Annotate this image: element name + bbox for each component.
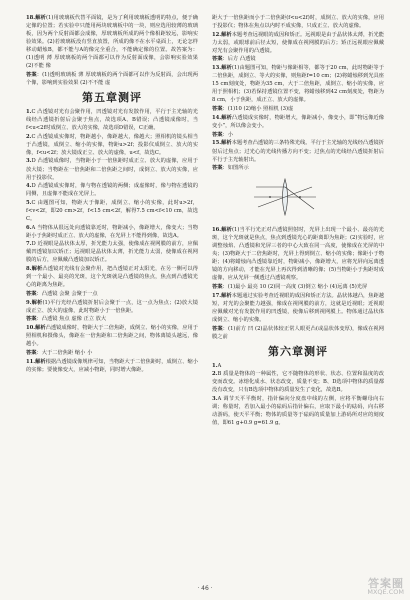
question-6 (26, 224, 198, 240)
question-number: 5. (26, 199, 32, 206)
question-8 (26, 265, 198, 289)
focal-point-left (269, 196, 271, 198)
question-r2 (212, 370, 384, 394)
question-number: 1. (212, 362, 218, 369)
answer-10: 答案：大于二倍焦距 缩小 小 (26, 349, 93, 356)
question-number: 1. (26, 109, 32, 116)
analysis-tag: 解析 (35, 325, 46, 332)
question-16 (212, 226, 384, 282)
answer-15: 答案：如图所示 (212, 165, 249, 172)
question-number: 4. (26, 183, 32, 190)
analysis-text: (1)由题图可知，物距与像距相等，都等于20 cm，此时物距等于二倍焦距，成倒立、等大的实像，则焦距f=10 cm；(2)将蜡烛移到光具座15 cm刻度处，物距为35 cm，大于二倍焦距，成倒立、缩小的实像，应用于照相机；(3)若保持透镜位置不变，将蜡烛移到42 cm刻度处，物距为8 cm，小于焦距，成正立、放大的虚像。 (212, 65, 384, 104)
analysis-text: 本题通过实验考查近视眼的成因和矫正方法。晶状体越凸，焦距越短，对光的会聚能力越强，像成在视网膜的前方，这就是近视眼；近视眼应佩戴对光有发散作用的凹透镜，使像后移到视网膜上。物体通过晶状体成倒立、缩小的实像。 (212, 292, 385, 323)
answer-page (26, 14, 384, 584)
question-18 (26, 14, 198, 70)
answer-text: (1)前方 凹 (2)晶状体较正常人眼更凸(或晶状体变厚)，像成在视网膜之前 (212, 325, 385, 340)
analysis-text: 根据凸透镜成像规律可知，当物距大于二倍焦距时，成倒立、缩小的实像；要使像变大，应减小物距，同时增大像距。 (26, 358, 199, 373)
question-2 (26, 133, 198, 157)
question-number: 2. (26, 133, 32, 140)
analysis-tag: 解析 (221, 292, 232, 299)
answer-text: (1)透明玻璃板 薄 厚玻璃板的两个面都可以作为反射面，会出现两个像，影响到实验效果 (2)不不能 虚 (26, 71, 199, 86)
analysis-text: 凸透镜成实像时，物距增大，像距减小，像变小，即“物远像近像变小”，所以像会变小。 (212, 114, 385, 129)
analysis-text: A 当物体从很远处向透镜靠近时，物距减小，像距增大，像变大；当物距小于焦距时成正立、放大的虚像，在光屏上不能得到像，故选A。 (26, 224, 198, 239)
answer-tag: 答案 (212, 165, 223, 172)
question-number: 14. (212, 114, 222, 121)
question-number: 17. (212, 292, 222, 299)
question-17 (212, 292, 384, 324)
lens-ray-diagram (252, 175, 318, 219)
question-3 (26, 157, 198, 181)
answer-text: 小 (227, 131, 233, 138)
question-7 (26, 240, 198, 264)
answer-14: 答案：小 (212, 131, 233, 138)
answer-text: 大于二倍焦距 缩小 小 (41, 349, 93, 356)
answer-text: 后方 凸透镜 (227, 56, 256, 63)
answer-tag: 答案 (212, 284, 223, 291)
analysis-tag: 解析 (31, 266, 43, 273)
answer-text: (1)最小 最亮 10 (2)同一高度 (3)倒立 缩小 (4)远离 (5)光屏 (227, 284, 368, 291)
refracted-ray (285, 187, 314, 209)
answer-text: (1)10 (2)缩小 照相机 (3)虚 (227, 106, 294, 113)
question-14 (212, 114, 384, 130)
chapter-6-heading: 第六章测评 (268, 344, 328, 358)
question-number: 9. (26, 299, 32, 306)
question-11-continued: 距大于一倍焦距而小于二倍焦距(f<u<2f)时，成倒立、放大的实像，应用于投影仪；物体在焦点以内时不成实像，只成正立、放大的虚像。 (212, 15, 384, 30)
question-12 (212, 31, 384, 55)
analysis-text: A (217, 362, 222, 369)
answer-text: 如图所示 (227, 165, 249, 172)
question-number: 3. (26, 158, 32, 165)
question-10 (26, 324, 198, 348)
analysis-tag: 解析 (221, 31, 232, 38)
question-r1 (212, 362, 384, 370)
question-15 (212, 139, 384, 163)
answer-9: 答案：凸透镜 焦点 虚像 正立 放大 (26, 316, 107, 323)
analysis-text: A 调节天平平衡时，指针偏向分度盘中线的左侧，应将平衡螺母向右调；称量时，若加入最小的砝码后指针偏右，应取下最小的砝码，向右移动游码，使天平平衡；物体的质量等于砝码的质量加上游码所对应的刻度值，即61 g+0.9 g=61.9 g。 (212, 396, 384, 427)
answer-13: 答案：(1)10 (2)缩小 照相机 (3)虚 (212, 106, 294, 113)
analysis-tag: 解析 (221, 140, 232, 147)
analysis-text: 凸透镜成像时，物距大于二倍焦距，成倒立、缩小的实像，应用于照相机和摄像头，像距在一倍焦距和二倍焦距之间，物体离镜头越远，像越小。 (26, 325, 199, 348)
page-number: · 46 · (197, 585, 213, 592)
answer-tag: 答案 (26, 316, 37, 323)
analysis-text: 本题考查凸透镜的三条特殊光线。平行于主光轴的光线经凸透镜折射后过焦点；过光心的光线传播方向不变；过焦点的光线经凸透镜折射后平行于主光轴射出。 (212, 140, 385, 163)
question-number: 8. (26, 266, 32, 273)
question-4 (26, 182, 198, 198)
analysis-text: B 质量是物体的一种属性，它不随物体的形状、状态、位置和温度的改变而改变。冰熔化成水、状态改变，质量不变；B、D选项中物体的质量都没有改变，只有B选项中物体的质量发生了变化，故选B。 (212, 371, 384, 394)
question-1 (26, 108, 198, 132)
analysis-text: (1)用玻璃板代替平面镜，是为了利用玻璃板透明的特点，便于确定像的位置；若实验中只能用两块玻璃板中的一块，则应选用较薄的玻璃板，因为两个反射面都会成像，厚玻璃板所成的两个像相距较远，影响实验效果。(2)若玻璃板没有竖直放置，所成的像不在水平桌面上，无论怎样移动蜡烛B，都不能与A的像完全重合，不能确定像的位置。故答案为：(1)透明 薄 厚玻璃板的两个面都可以作为反射面成像，会影响实验效果 (2)不能 像 (26, 15, 199, 70)
answer-text: 凸透镜 焦点 虚像 正立 放大 (41, 316, 107, 323)
answer-12: 答案：后方 凸透镜 (212, 56, 256, 63)
analysis-text: 凸透镜对光线有会聚作用，把凸透镜正对太阳光，在另一侧可以得到一个最小、最亮的光斑，这个光斑就是凸透镜的焦点，焦点到凸透镜光心的距离为焦距。 (26, 266, 199, 289)
question-r3 (212, 395, 384, 427)
analysis-text: C 凸透镜对光有会聚作用，凹透镜对光有发散作用，平行于主光轴的光线经凸透镜折射后会聚于焦点，故选项A、B错误；凸透镜成像时，当f<u<2f时成倒立、放大的实像，故选项D错误，C正确。 (26, 109, 198, 132)
analysis-tag: 解析 (221, 114, 232, 121)
answer-tag: 答案 (212, 106, 223, 113)
answer-tag: 答案 (212, 325, 223, 332)
answer-tag: 答案 (212, 56, 223, 63)
answer-17: 答案：(1)前方 凹 (2)晶状体较正常人眼更凸(或晶状体变厚)，像成在视网膜之前 (212, 325, 385, 340)
analysis-text: (1)平行光经凸透镜折射后会聚于一点，这一点为焦点；(2)放大镜成正立、放大的虚像，此时物距小于一倍焦距。 (26, 299, 199, 314)
question-number: 12. (212, 31, 222, 38)
answer-tag: 答案 (212, 131, 223, 138)
question-number: 11. (26, 358, 36, 365)
analysis-tag: 解析 (221, 227, 232, 234)
question-9 (26, 299, 198, 315)
question-number: 2. (212, 371, 218, 378)
question-number: 3. (212, 396, 218, 403)
question-number: 6. (26, 224, 32, 231)
question-13 (212, 64, 384, 104)
analysis-tag: 解析 (31, 299, 43, 306)
analysis-tag: 解析 (221, 65, 232, 72)
question-number: 7. (26, 241, 32, 248)
analysis-text: D 凸透镜成实像时，像与物在透镜的两侧；成虚像时，像与物在透镜的同侧，且虚像不能成在光屏上。 (26, 183, 198, 198)
question-11 (26, 358, 198, 374)
analysis-tag: 解析 (35, 15, 46, 21)
answer-text: 凸透镜 会聚 会聚于一点 (41, 290, 98, 297)
watermark-text: 答案圈 (368, 577, 404, 590)
question-number: 18. (26, 15, 36, 21)
chapter-5-heading: 第五章测评 (82, 91, 142, 105)
answer-tag: 答案 (26, 71, 37, 78)
question-number: 16. (212, 227, 222, 234)
answer-8: 答案：凸透镜 会聚 会聚于一点 (26, 290, 98, 297)
question-number: 10. (26, 325, 36, 332)
analysis-text: (1)当平行光正对凸透镜照射时，光屏上出现一个最小、最亮的光斑，这个光斑就是焦点，焦点到透镜光心的距离即为焦距；(2)实验时，应调整烛焰、凸透镜和光屏三者的中心大致在同一高度，使像成在光屏的中央；(3)物距大于二倍焦距时，光屏上得到倒立、缩小的实像；像距小于物距；(4)将蜡烛向凸透镜靠近时，物距减小，像距增大，应将光屏向远离透镜的方向移动，才能在光屏上再次得到清晰的像；(5)当物距小于焦距时成虚像，应从光屏一侧透过凸透镜观察。 (212, 227, 385, 282)
analysis-text: D 凸透镜成像时，当物距小于一倍焦距时成正立、放大的虚像，应用于放大镜；当物距在一倍焦距和二倍焦距之间时，成倒立、放大的实像，应用于投影仪。 (26, 158, 198, 181)
watermark-url: MXQE.COM (367, 588, 404, 596)
left-column (26, 14, 198, 374)
answer-tag: 答案 (26, 349, 37, 356)
analysis-text: D 近视眼是晶状体太厚，折光能力太强，使像成在视网膜的前方，应佩戴凹透镜加以矫正；远视眼是晶状体太薄，折光能力太弱，使像成在视网膜的后方，应佩戴凸透镜加以矫正。 (26, 241, 198, 264)
analysis-tag: 解析 (35, 358, 46, 365)
watermark-logo (367, 577, 404, 596)
analysis-text: C 由题图可知，物距大于像距，成倒立、缩小的实像，此时u>2f，f<v<2f，即20 cm>2f，f<15 cm<2f，解得7.5 cm<f<10 cm，故选C。 (26, 199, 198, 222)
answer-18: 答案：(1)透明玻璃板 薄 厚玻璃板的两个面都可以作为反射面，会出现两个像，影响到实验效果 (2)不不能 虚 (26, 71, 199, 86)
right-column (212, 14, 384, 428)
question-number: 15. (212, 140, 222, 147)
analysis-text: 本题考查远视眼的成因和矫正。远视眼是由于晶状体太薄，折光能力太弱，或眼球前后径太短，使像成在视网膜的后方；矫正远视眼应佩戴对光有会聚作用的凸透镜。 (212, 31, 385, 54)
focal-point-right (299, 196, 301, 198)
question-5 (26, 199, 198, 223)
answer-tag: 答案 (26, 290, 37, 297)
answer-16: 答案：(1)最小 最亮 10 (2)同一高度 (3)倒立 缩小 (4)远离 (5)光屏 (212, 284, 368, 291)
question-number: 13. (212, 65, 222, 72)
analysis-text: C 凸透镜成实像时，物距越小，像距越大，像越大；照相机的镜头相当于凸透镜，成倒立、缩小的实像，物距u>2f；投影仪成倒立、放大的实像，f<u<2f；放大镜成正立、放大的虚像，u<f，故选C。 (26, 133, 198, 156)
